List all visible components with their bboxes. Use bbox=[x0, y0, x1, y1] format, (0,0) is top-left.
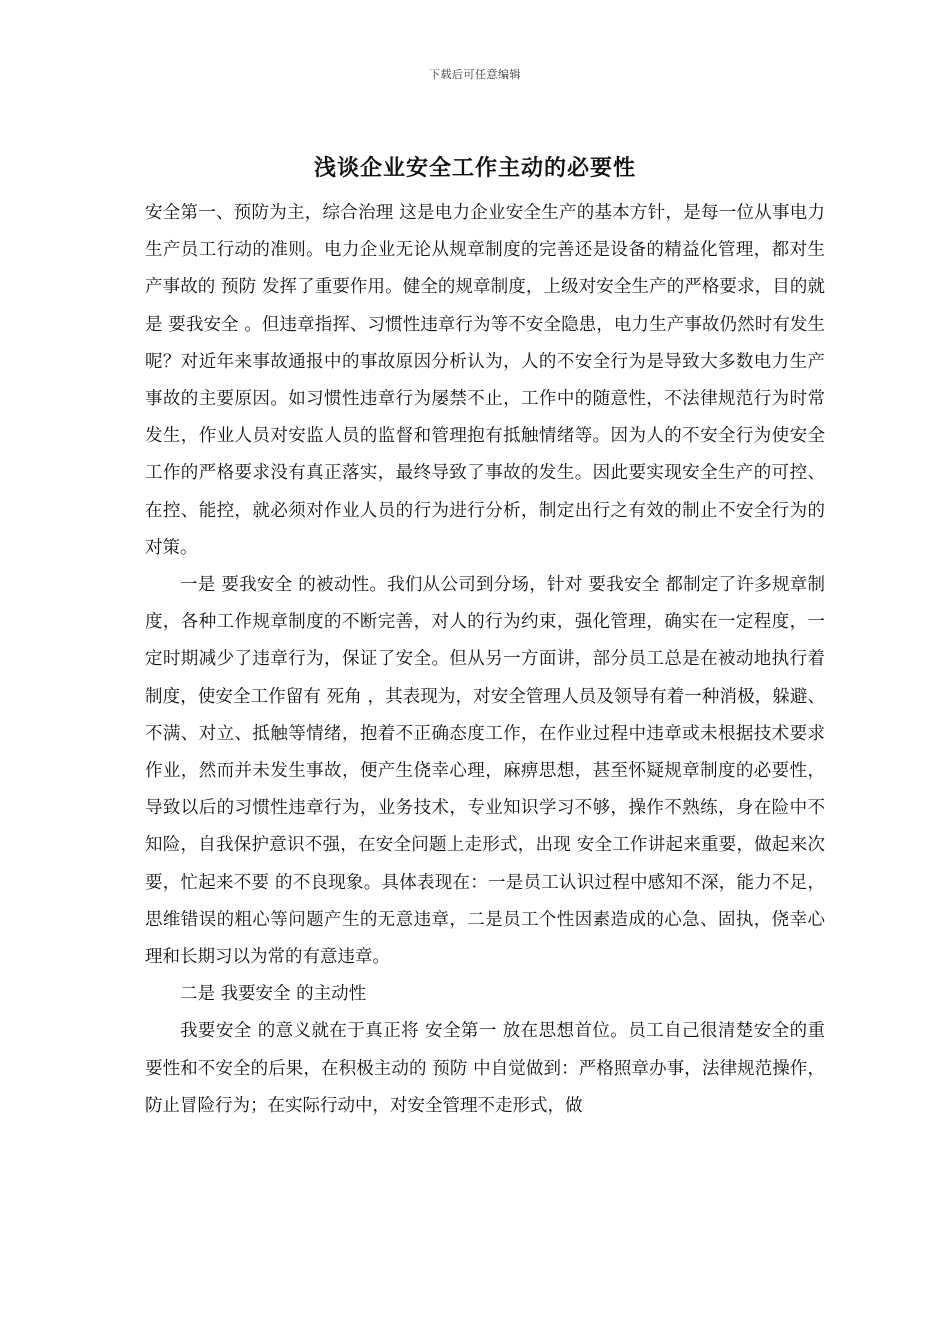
header-note: 下载后可任意编辑 bbox=[429, 68, 521, 81]
paragraph-passive-safety: 一是 要我安全 的被动性。我们从公司到分场，针对 要我安全 都制定了许多规章制度，各种工作规章制度的不断完善，对人的行为约束，强化管理，确实在一定程度，一定时期减少了违章行为，保证了安全。但从另一方面讲，部分员工总是在被动地执行着制度，使安全工作留有 死角 ，其表现为，对安全管理人员及领导有着一种消极，躲避、不满、对立、抵触等情绪，抱着不正确态度工作，在作业过程中违章或未根据技术要求作业，然而并未发生事故，便产生侥幸心理，麻痹思想，甚至怀疑规章制度的必要性，导致以后的习惯性违章行为，业务技术，专业知识学习不够，操作不熟练，身在险中不知险，自我保护意识不强，在安全问题上走形式，出现 安全工作讲起来重要，做起来次要，忙起来不要 的不良现象。具体表现在：一是员工认识过程中感知不深，能力不足，思维错误的粗心等问题产生的无意违章，二是员工个性因素造成的心急、固执，侥幸心理和长期习以为常的有意违章。 bbox=[145, 575, 825, 968]
paragraph-active-safety: 我要安全 的意义就在于真正将 安全第一 放在思想首位。员工自己很清楚安全的重要性和不安全的后果，在积极主动的 预防 中自觉做到：严格照章办事，法律规范操作，防止冒险行为；在实际行动中，对安全管理不走形式，做 bbox=[145, 1021, 825, 1116]
document-body bbox=[145, 195, 825, 1125]
section-heading-active-safety: 二是 我要安全 的主动性 bbox=[180, 984, 367, 1005]
paragraph-intro: 安全第一、预防为主，综合治理 这是电力企业安全生产的基本方针，是每一位从事电力生产员工行动的准则。电力企业无论从规章制度的完善还是设备的精益化管理，都对生产事故的 预防 发挥了重要作用。健全的规章制度，上级对安全生产的严格要求，目的就是 要我安全 。但违章指挥、习惯性违章行为等不安全隐患，电力生产事故仍然时有发生呢？对近年来事故通报中的事故原因分析认为，人的不安全行为是导致大多数电力生产事故的主要原因。如习惯性违章行为屡禁不止，工作中的随意性，不法律规范行为时常发生，作业人员对安监人员的监督和管理抱有抵触情绪等。因为人的不安全行为使安全工作的严格要求没有真正落实，最终导致了事故的发生。因此要实现安全生产的可控、在控、能控，就必须对作业人员的行为进行分析，制定出行之有效的制止不安全行为的对策。 bbox=[145, 203, 825, 558]
document-title: 浅谈企业安全工作主动的必要性 bbox=[313, 155, 636, 181]
